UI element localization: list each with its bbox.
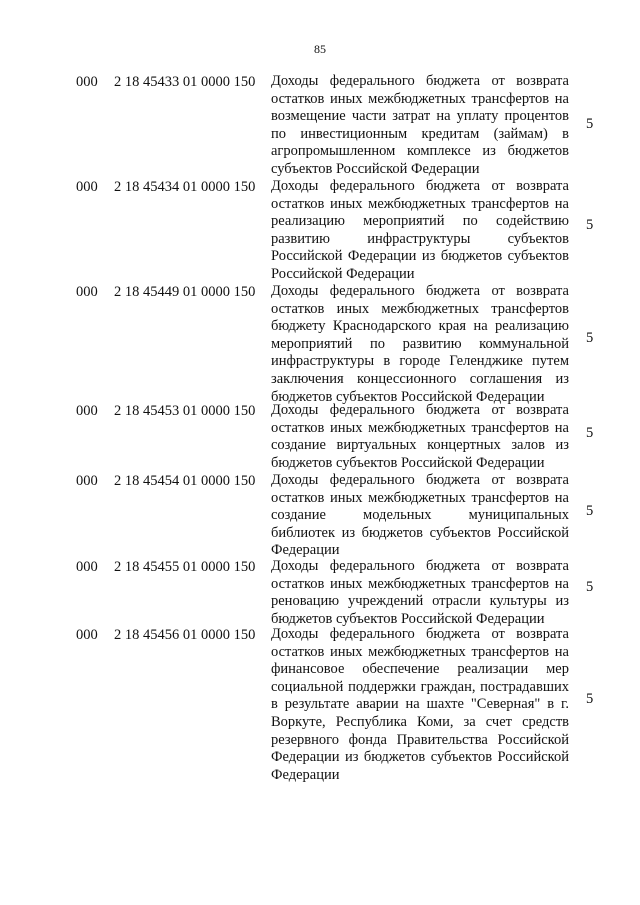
row-amount: 5	[586, 579, 594, 595]
row-description: Доходы федерального бюджета от возврата остатков иных межбюджетных трансфертов на создание модельных муниципальных библиотек из бюджетов субъектов Российской Федерации	[271, 472, 569, 559]
admin-code: 000	[76, 473, 98, 489]
admin-code: 000	[76, 559, 98, 575]
budget-code: 2 18 45455 01 0000 150	[114, 559, 256, 575]
admin-code: 000	[76, 284, 98, 300]
row-description: Доходы федерального бюджета от возврата остатков иных межбюджетных трансфертов на финансовое обеспечение реализации мер социальной поддержки граждан, пострадавших в результате аварии на шахте "Северная" в г. Воркуте, Республика Коми, за счет средств резервного фонда Правительства Российской Федерации из бюджетов субъектов Российской Федерации	[271, 626, 569, 783]
row-description: Доходы федерального бюджета от возврата остатков иных межбюджетных трансфертов бюджету Краснодарского края на реализацию мероприятий по развитию коммунальной инфраструктуры в городе Геленджике путем заключения концессионного соглашения из бюджетов субъектов Российской Федерации	[271, 283, 569, 405]
row-description: Доходы федерального бюджета от возврата остатков иных межбюджетных трансфертов на реализацию мероприятий по содействию развитию инфраструктуры субъектов Российской Федерации из бюджетов субъектов Российской Федерации	[271, 178, 569, 282]
row-amount: 5	[586, 116, 594, 132]
budget-code: 2 18 45434 01 0000 150	[114, 179, 256, 195]
budget-code: 2 18 45454 01 0000 150	[114, 473, 256, 489]
budget-code: 2 18 45456 01 0000 150	[114, 627, 256, 643]
admin-code: 000	[76, 179, 98, 195]
row-description: Доходы федерального бюджета от возврата остатков иных межбюджетных трансфертов на возмещение части затрат на уплату процентов по инвестиционным кредитам (займам) в агропромышленном комплексе из бюджетов субъектов Российской Федерации	[271, 73, 569, 177]
budget-code: 2 18 45433 01 0000 150	[114, 74, 256, 90]
row-amount: 5	[586, 425, 594, 441]
row-amount: 5	[586, 691, 594, 707]
admin-code: 000	[76, 627, 98, 643]
budget-code: 2 18 45449 01 0000 150	[114, 284, 256, 300]
row-amount: 5	[586, 217, 594, 233]
page-number: 85	[314, 42, 326, 56]
admin-code: 000	[76, 403, 98, 419]
admin-code: 000	[76, 74, 98, 90]
row-description: Доходы федерального бюджета от возврата остатков иных межбюджетных трансфертов на реновацию учреждений отрасли культуры из бюджетов субъектов Российской Федерации	[271, 558, 569, 627]
row-amount: 5	[586, 330, 594, 346]
row-amount: 5	[586, 503, 594, 519]
row-description: Доходы федерального бюджета от возврата остатков иных межбюджетных трансфертов на создание виртуальных концертных залов из бюджетов субъектов Российской Федерации	[271, 402, 569, 471]
budget-code: 2 18 45453 01 0000 150	[114, 403, 256, 419]
